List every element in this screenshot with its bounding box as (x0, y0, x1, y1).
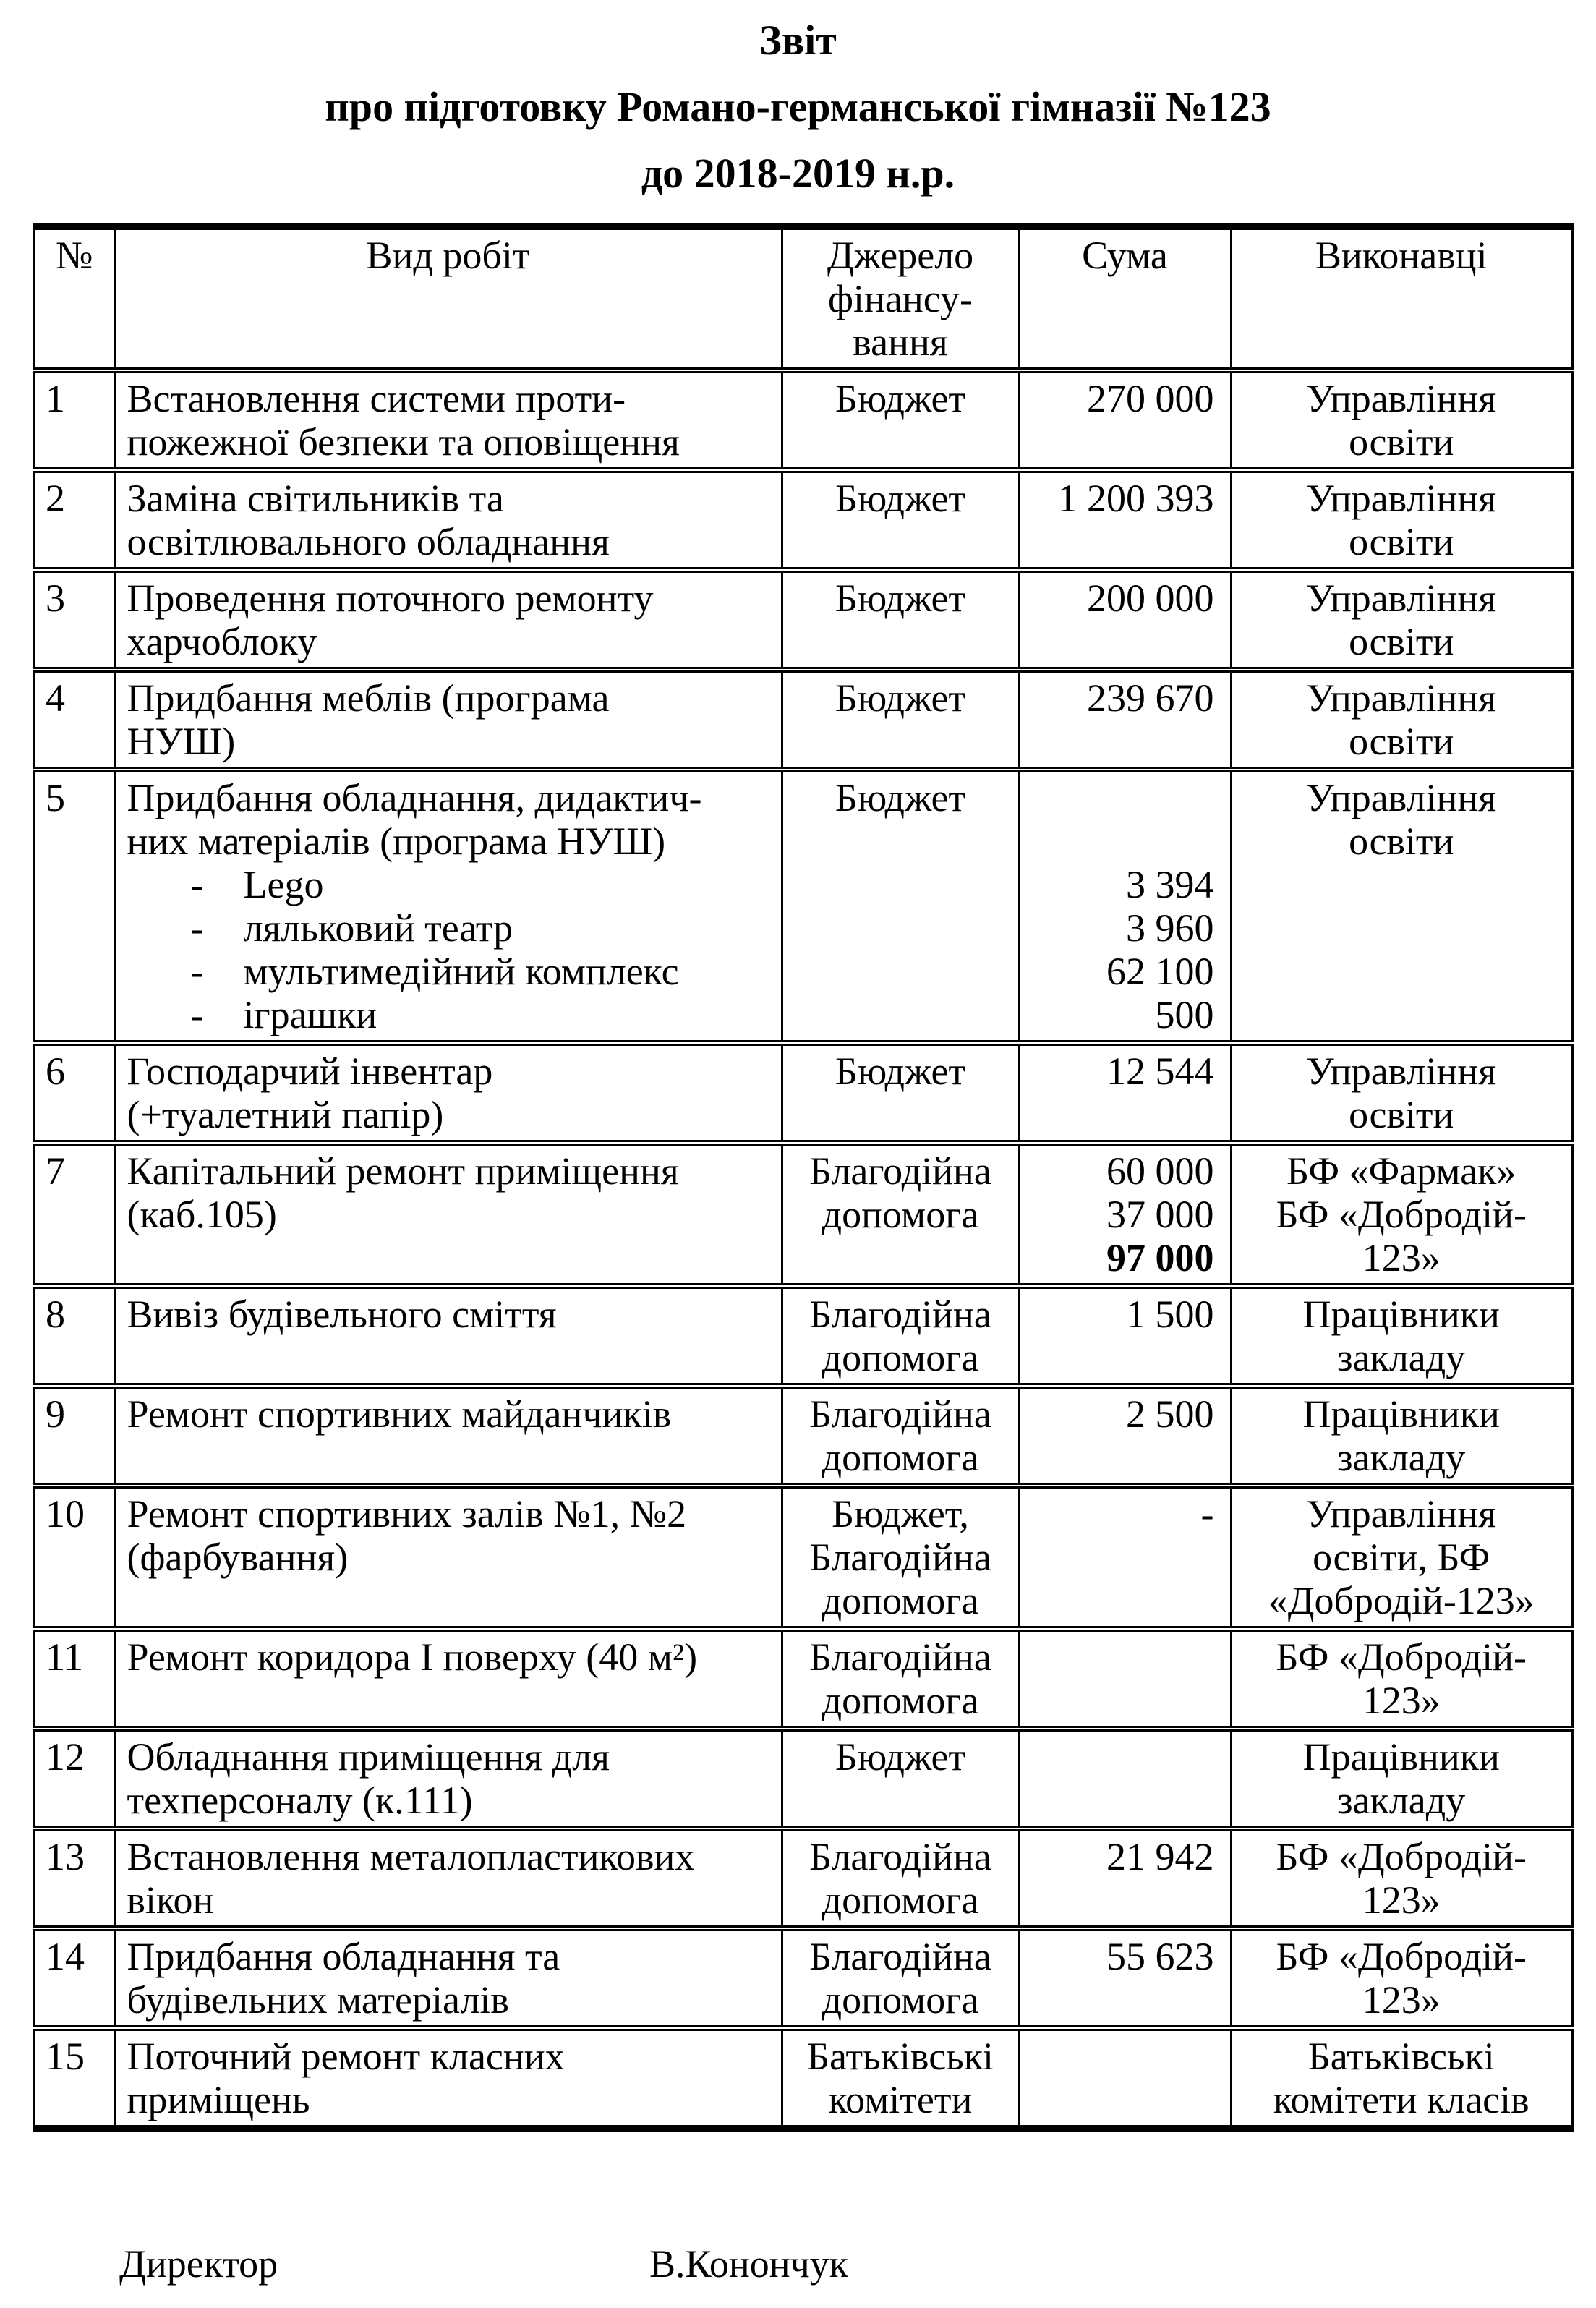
director-label: Директор (119, 2242, 278, 2286)
text-line: 5 (46, 776, 65, 819)
text-line: Капітальний ремонт приміщення (127, 1149, 679, 1193)
source-cell (782, 1043, 1019, 1143)
work-cell (114, 1386, 782, 1486)
text-line: (фарбування) (127, 1536, 349, 1579)
text-line: 8 (46, 1293, 65, 1336)
row-num-cell (34, 470, 114, 570)
text-line: БФ «Добродій- (1276, 1935, 1527, 1978)
title-line-1: Звіт (759, 17, 837, 64)
text-line: Бюджет (835, 676, 966, 720)
work-cell (114, 670, 782, 770)
text-line: закладу (1337, 1779, 1466, 1822)
text-line: 55 623 (1106, 1935, 1214, 1978)
text-line: закладу (1337, 1336, 1466, 1379)
table-head (34, 226, 1572, 370)
sum-cell (1019, 470, 1231, 570)
text-line: Бюджет (835, 776, 966, 819)
text-line: Джерело (827, 234, 974, 277)
executors-cell (1231, 470, 1572, 570)
text-line (1029, 776, 1214, 819)
row-num-cell (34, 1043, 114, 1143)
text-line: Бюджет (835, 576, 966, 620)
text-line: Благодійна (809, 1149, 991, 1193)
source-cell (782, 570, 1019, 670)
table-wrapper (33, 223, 1596, 2132)
text-line: комітети класів (1273, 2078, 1529, 2121)
text-line: БФ «Добродій- (1276, 1193, 1527, 1236)
text-line: Господарчий інвентар (127, 1049, 493, 1093)
text-line: 200 000 (1087, 576, 1214, 620)
table-row (34, 1143, 1572, 1286)
executors-cell (1231, 2028, 1572, 2129)
sum-cell (1019, 1286, 1231, 1386)
text-line: освітлювального обладнання (127, 520, 610, 563)
text-line: 12 (46, 1735, 85, 1779)
text-line: Обладнання приміщення для (127, 1735, 610, 1779)
executors-cell (1231, 570, 1572, 670)
executors-cell (1231, 1828, 1572, 1928)
text-line: приміщень (127, 2078, 310, 2121)
bullet-line (127, 950, 772, 993)
text-line: 3 960 (1126, 906, 1214, 950)
work-cell (114, 1486, 782, 1629)
text-line: Управління (1306, 477, 1497, 520)
sum-cell (1019, 1928, 1231, 2028)
row-num-cell (34, 2028, 114, 2129)
text-line: Встановлення металопластикових (127, 1835, 695, 1878)
text-line: 21 942 (1106, 1835, 1214, 1878)
text-line: 13 (46, 1835, 85, 1878)
source-cell (782, 2028, 1019, 2129)
text-line: допомога (822, 1193, 979, 1236)
text-line: 2 500 (1126, 1392, 1214, 1436)
table-body (34, 370, 1572, 2129)
text-line: Благодійна (809, 1392, 991, 1436)
text-line (1029, 819, 1214, 863)
row-num-cell (34, 570, 114, 670)
bullet-text: мультимедійний комплекс (243, 950, 679, 993)
executors-cell (1231, 1486, 1572, 1629)
text-line: Благодійна (809, 1835, 991, 1878)
text-line: освіти (1349, 819, 1454, 863)
text-line: 7 (46, 1149, 65, 1193)
text-line: 14 (46, 1935, 85, 1978)
header-cell-source (782, 226, 1019, 370)
text-line: (каб.105) (127, 1193, 277, 1236)
text-line: НУШ) (127, 720, 236, 763)
text-line: 12 544 (1106, 1049, 1214, 1093)
text-line: БФ «Фармак» (1286, 1149, 1516, 1193)
text-line: Вид робіт (366, 234, 530, 277)
text-line: освіти, БФ (1313, 1536, 1490, 1579)
bullet-line (127, 993, 772, 1036)
text-line: 1 500 (1126, 1293, 1214, 1336)
text-line: Благодійна (809, 1635, 991, 1679)
text-line: Батьківські (1307, 2035, 1495, 2078)
text-line: 6 (46, 1049, 65, 1093)
title-line-2: про підготовку Романо-германської гімназії №123 (325, 83, 1271, 130)
sum-cell (1019, 670, 1231, 770)
text-line: комітети (828, 2078, 973, 2121)
text-line: 15 (46, 2035, 85, 2078)
signature-footer (0, 2242, 1596, 2293)
executors-cell (1231, 1928, 1572, 2028)
director-name: В.Конончук (649, 2242, 849, 2286)
bullet-text: Lego (243, 863, 324, 906)
text-line: 123» (1362, 1679, 1441, 1722)
text-line: Управління (1306, 377, 1497, 420)
text-line: вання (853, 320, 948, 364)
source-cell (782, 1286, 1019, 1386)
text-line: 123» (1362, 1878, 1441, 1922)
text-line: техперсоналу (к.111) (127, 1779, 473, 1822)
text-line: (+туалетний папір) (127, 1093, 444, 1136)
row-num-cell (34, 770, 114, 1043)
source-cell (782, 1143, 1019, 1286)
sum-cell (1019, 2028, 1231, 2129)
text-line: - (1200, 1492, 1214, 1536)
sum-cell (1019, 370, 1231, 470)
text-line: Ремонт спортивних майданчиків (127, 1392, 672, 1436)
header-cell-executors (1231, 226, 1572, 370)
text-line: Працівники (1302, 1293, 1500, 1336)
source-cell (782, 470, 1019, 570)
sum-cell (1019, 1828, 1231, 1928)
text-line: Управління (1306, 776, 1497, 819)
bullet-line (127, 906, 772, 950)
table-row (34, 2028, 1572, 2129)
table-row (34, 1629, 1572, 1729)
row-num-cell (34, 670, 114, 770)
text-line: 37 000 (1106, 1193, 1214, 1236)
sum-cell (1019, 1143, 1231, 1286)
text-line: Благодійна (809, 1935, 991, 1978)
source-cell (782, 670, 1019, 770)
table-row (34, 670, 1572, 770)
text-line: будівельних матеріалів (127, 1978, 509, 2022)
text-line: БФ «Добродій- (1276, 1635, 1527, 1679)
sum-cell (1019, 1386, 1231, 1486)
sum-cell (1019, 1486, 1231, 1629)
text-line: закладу (1337, 1436, 1466, 1479)
table-row (34, 570, 1572, 670)
text-line: Батьківські (806, 2035, 994, 2078)
work-cell (114, 470, 782, 570)
text-line: Управління (1306, 576, 1497, 620)
row-num-cell (34, 370, 114, 470)
text-line: Заміна світильників та (127, 477, 504, 520)
text-line: 123» (1362, 1236, 1441, 1279)
text-line: харчоблоку (127, 620, 317, 663)
source-cell (782, 770, 1019, 1043)
bullet-line (127, 863, 772, 906)
text-line: допомога (822, 1978, 979, 2022)
text-line: Виконавці (1315, 234, 1488, 277)
work-cell (114, 1286, 782, 1386)
executors-cell (1231, 1286, 1572, 1386)
row-num-cell (34, 1143, 114, 1286)
text-line: допомога (822, 1579, 979, 1622)
text-line: Придбання обладнання, дидактич- (127, 776, 702, 819)
work-cell (114, 1629, 782, 1729)
text-line: 62 100 (1106, 950, 1214, 993)
text-line: Бюджет (835, 477, 966, 520)
header-cell-sum (1019, 226, 1231, 370)
text-line: Поточний ремонт класних (127, 2035, 565, 2078)
source-cell (782, 1828, 1019, 1928)
text-line: фінансу- (828, 277, 973, 320)
text-line: освіти (1349, 720, 1454, 763)
table-row (34, 1286, 1572, 1386)
table-row (34, 470, 1572, 570)
table-row (34, 1386, 1572, 1486)
work-cell (114, 1928, 782, 2028)
text-line: 2 (46, 477, 65, 520)
row-num-cell (34, 1629, 114, 1729)
text-line: 1 (46, 377, 65, 420)
table-row (34, 1828, 1572, 1928)
executors-cell (1231, 670, 1572, 770)
executors-cell (1231, 770, 1572, 1043)
text-line: Ремонт спортивних залів №1, №2 (127, 1492, 687, 1536)
work-cell (114, 1043, 782, 1143)
text-line: 239 670 (1087, 676, 1214, 720)
table-row (34, 770, 1572, 1043)
row-num-cell (34, 1286, 114, 1386)
text-line: Вивіз будівельного сміття (127, 1293, 557, 1336)
table-row (34, 1928, 1572, 2028)
text-line: «Добродій-123» (1268, 1579, 1535, 1622)
text-line: допомога (822, 1336, 979, 1379)
text-line: 9 (46, 1392, 65, 1436)
text-line: Управління (1306, 1492, 1497, 1536)
executors-cell (1231, 1043, 1572, 1143)
header-cell-num (34, 226, 114, 370)
text-line: 3 (46, 576, 65, 620)
title-line-3: до 2018-2019 н.р. (641, 150, 955, 197)
table-row (34, 370, 1572, 470)
source-cell (782, 1729, 1019, 1828)
bullet-text: іграшки (243, 993, 377, 1036)
work-cell (114, 2028, 782, 2129)
work-cell (114, 770, 782, 1043)
bullet-dash: - (190, 906, 204, 950)
text-line: освіти (1349, 520, 1454, 563)
text-line: освіти (1349, 1093, 1454, 1136)
text-line: Благодійна (809, 1293, 991, 1336)
text-line: № (55, 234, 93, 277)
source-cell (782, 1928, 1019, 2028)
header-row (34, 226, 1572, 370)
text-line: Сума (1082, 234, 1168, 277)
table-row (34, 1043, 1572, 1143)
text-line: Управління (1306, 676, 1497, 720)
text-line: Бюджет, (832, 1492, 969, 1536)
text-line: Бюджет (835, 377, 966, 420)
text-line: 123» (1362, 1978, 1441, 2022)
source-cell (782, 370, 1019, 470)
text-line: допомога (822, 1436, 979, 1479)
text-line: освіти (1349, 620, 1454, 663)
text-line: Працівники (1302, 1735, 1500, 1779)
text-line: пожежної безпеки та оповіщення (127, 420, 680, 464)
bullet-text: ляльковий театр (243, 906, 513, 950)
table-row (34, 1486, 1572, 1629)
text-line: вікон (127, 1878, 214, 1922)
report-table (33, 223, 1574, 2132)
work-cell (114, 570, 782, 670)
work-cell (114, 1729, 782, 1828)
executors-cell (1231, 370, 1572, 470)
row-num-cell (34, 1386, 114, 1486)
executors-cell (1231, 1629, 1572, 1729)
sum-cell (1019, 570, 1231, 670)
document-title (0, 0, 1596, 207)
text-line: Бюджет (835, 1049, 966, 1093)
text-line: освіти (1349, 420, 1454, 464)
text-line: 270 000 (1087, 377, 1214, 420)
text-line: Ремонт коридора І поверху (40 м²) (127, 1635, 698, 1679)
work-cell (114, 1143, 782, 1286)
source-cell (782, 1629, 1019, 1729)
text-line: Придбання меблів (програма (127, 676, 610, 720)
source-cell (782, 1486, 1019, 1629)
sum-cell (1019, 1629, 1231, 1729)
table-row (34, 1729, 1572, 1828)
text-line: БФ «Добродій- (1276, 1835, 1527, 1878)
text-line: Придбання обладнання та (127, 1935, 560, 1978)
text-line: 4 (46, 676, 65, 720)
text-line: них матеріалів (програма НУШ) (127, 819, 666, 863)
text-line: 60 000 (1106, 1149, 1214, 1193)
work-cell (114, 1828, 782, 1928)
text-line: Благодійна (809, 1536, 991, 1579)
text-line: Управління (1306, 1049, 1497, 1093)
text-line: допомога (822, 1878, 979, 1922)
text-line: 97 000 (1106, 1236, 1214, 1279)
header-cell-work (114, 226, 782, 370)
text-line: Працівники (1302, 1392, 1500, 1436)
row-num-cell (34, 1729, 114, 1828)
source-cell (782, 1386, 1019, 1486)
text-line: 1 200 393 (1057, 477, 1214, 520)
bullet-dash: - (190, 950, 204, 993)
sum-cell (1019, 1043, 1231, 1143)
executors-cell (1231, 1386, 1572, 1486)
text-line: 10 (46, 1492, 85, 1536)
sum-cell (1019, 1729, 1231, 1828)
bullet-dash: - (190, 993, 204, 1036)
text-line: допомога (822, 1679, 979, 1722)
row-num-cell (34, 1828, 114, 1928)
executors-cell (1231, 1143, 1572, 1286)
sum-cell (1019, 770, 1231, 1043)
text-line: 3 394 (1126, 863, 1214, 906)
row-num-cell (34, 1928, 114, 2028)
executors-cell (1231, 1729, 1572, 1828)
bullet-dash: - (190, 863, 204, 906)
text-line: 500 (1155, 993, 1214, 1036)
text-line: Встановлення системи проти- (127, 377, 626, 420)
row-num-cell (34, 1486, 114, 1629)
text-line: Бюджет (835, 1735, 966, 1779)
work-cell (114, 370, 782, 470)
text-line: 11 (46, 1635, 83, 1679)
text-line: Проведення поточного ремонту (127, 576, 654, 620)
